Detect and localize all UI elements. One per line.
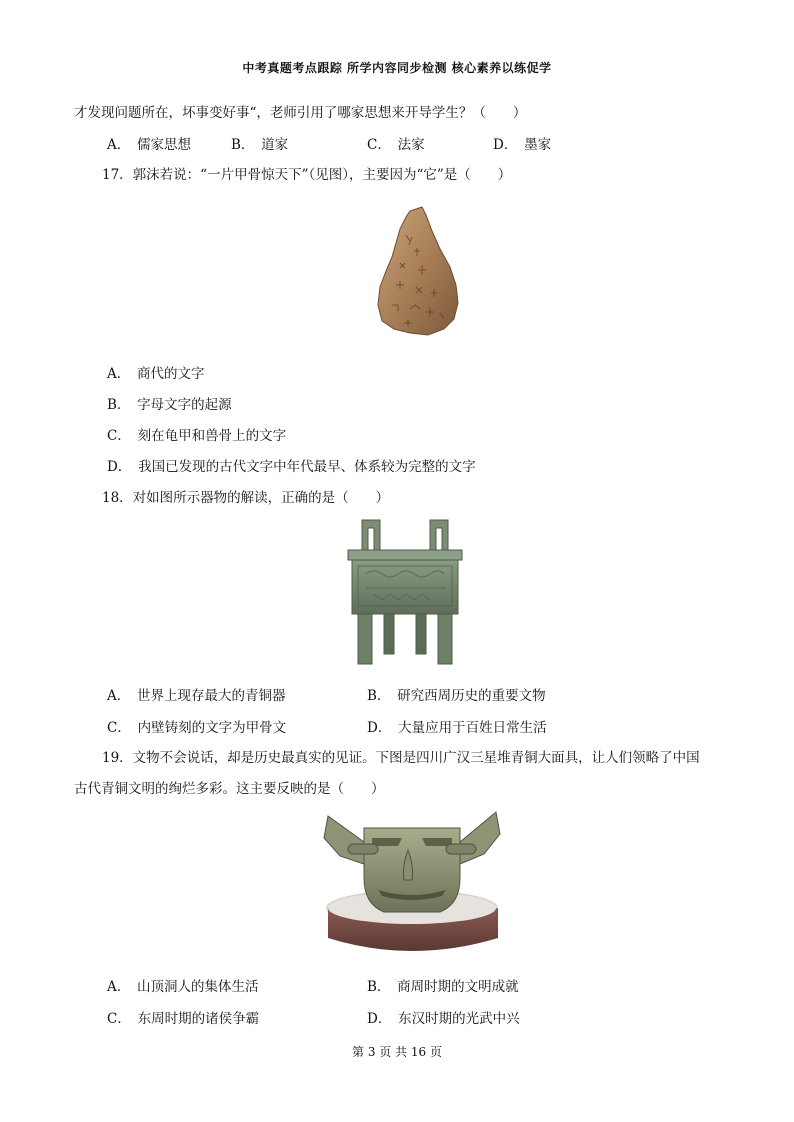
q16-option-b[interactable]: B． 道家 — [231, 137, 289, 153]
q19-option-c[interactable]: C． 东周时期的诸侯争霸 — [107, 1011, 260, 1027]
bronze-ding-icon — [344, 518, 466, 672]
q19-stem-line2: 古代青铜文明的绚烂多彩。这主要反映的是（ ） — [74, 781, 385, 797]
page-header: 中考真题考点跟踪 所学内容同步检测 核心素养以练促学 — [242, 61, 552, 75]
q16-option-d[interactable]: D． 墨家 — [493, 137, 552, 153]
q18-stem: 18．对如图所示器物的解读，正确的是（ ） — [102, 490, 390, 506]
bronze-mask-icon — [320, 808, 502, 962]
q17-option-c[interactable]: C． 刻在龟甲和兽骨上的文字 — [107, 428, 287, 444]
q16-continuation: 才发现问题所在，坏事变好事“，老师引用了哪家思想来开导学生？（ ） — [74, 105, 527, 121]
page-footer: 第 3 页 共 16 页 — [352, 1045, 442, 1059]
q18-option-a[interactable]: A． 世界上现存最大的青铜器 — [107, 688, 286, 704]
q17-stem: 17．郭沫若说：“一片甲骨惊天下”（见图），主要因为“它”是（ ） — [102, 167, 512, 183]
q17-option-b[interactable]: B． 字母文字的起源 — [107, 397, 232, 413]
q18-option-d[interactable]: D． 大量应用于百姓日常生活 — [367, 720, 547, 736]
q19-option-a[interactable]: A． 山顶洞人的集体生活 — [107, 979, 259, 995]
q16-option-c[interactable]: C． 法家 — [367, 137, 425, 153]
q17-option-a[interactable]: A． 商代的文字 — [107, 366, 205, 382]
oracle-bone-icon — [370, 205, 462, 345]
q17-option-d[interactable]: D． 我国已发现的古代文字中年代最早、体系较为完整的文字 — [107, 459, 476, 475]
q18-option-c[interactable]: C． 内壁铸刻的文字为甲骨文 — [107, 720, 287, 736]
q19-stem-line1: 19．文物不会说话，却是历史最真实的见证。下图是四川广汉三星堆青铜大面具，让人们领略了中国 — [102, 750, 700, 766]
q19-option-b[interactable]: B． 商周时期的文明成就 — [367, 979, 519, 995]
q19-option-d[interactable]: D． 东汉时期的光武中兴 — [367, 1011, 520, 1027]
q16-option-a[interactable]: A． 儒家思想 — [107, 137, 191, 153]
q18-option-b[interactable]: B． 研究西周历史的重要文物 — [367, 688, 546, 704]
